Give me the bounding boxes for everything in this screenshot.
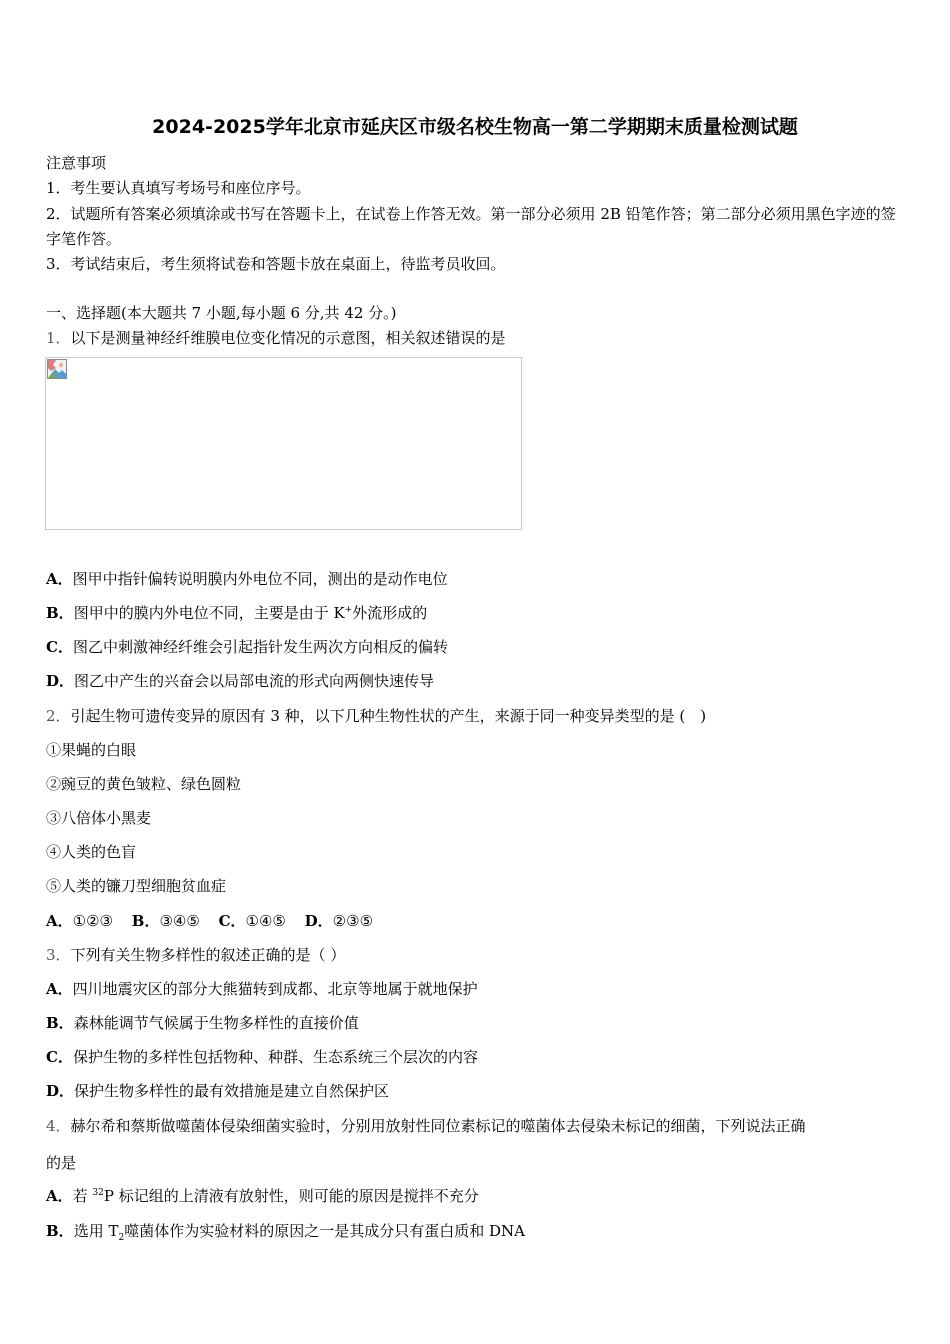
question-2: [46, 705, 706, 726]
option-b[interactable]: B．森林能调节气候属于生物多样性的直接价值: [46, 1014, 359, 1032]
list-item: ②豌豆的黄色皱粒、绿色圆粒: [46, 775, 242, 793]
notice-item: 2．试题所有答案必须填涂或书写在答题卡上，在试卷上作答无效。第一部分必须用 2B 铅笔作答；第二部分必须用黑色字迹的签字笔作答。: [46, 205, 896, 248]
question-number: 4．: [46, 1117, 71, 1135]
list-item: ③八倍体小黑麦: [46, 809, 152, 827]
question-stem: 赫尔希和蔡斯做噬菌体侵染细菌实验时，分别用放射性同位素标记的噬菌体去侵染未标记的细菌，下列说法正确: [70, 1117, 806, 1135]
broken-image-icon: [47, 359, 67, 379]
question-stem: 下列有关生物多样性的叙述正确的是（ ）: [70, 946, 346, 964]
option-a[interactable]: A．若 $^{32}$P 标记组的上清液有放射性，则可能的原因是搅拌不充分: [46, 1187, 479, 1205]
question-stem: 以下是测量神经纤维膜电位变化情况的示意图，相关叙述错误的是: [70, 329, 506, 347]
question-stem: 引起生物可遗传变异的原因有 3 种，以下几种生物性状的产生，来源于同一种变异类型的是 ( ): [70, 707, 707, 725]
section-heading: 一、选择题(本大题共 7 小题,每小题 6 分,共 42 分。): [46, 304, 397, 322]
option-a[interactable]: A．①②③: [46, 912, 113, 930]
figure-placeholder: [45, 357, 522, 530]
option-b[interactable]: B．图甲中的膜内外电位不同，主要是由于 K+外流形成的: [46, 604, 428, 622]
option-a[interactable]: A．四川地震灾区的部分大熊猫转到成都、北京等地属于就地保护: [46, 980, 478, 998]
option-c[interactable]: C．图乙中刺激神经纤维会引起指针发生两次方向相反的偏转: [46, 638, 448, 656]
option-c[interactable]: C．保护生物的多样性包括物种、种群、生态系统三个层次的内容: [46, 1048, 478, 1066]
notice-heading: 注意事项: [46, 154, 107, 172]
question-number: 3．: [46, 946, 71, 964]
notice-item: 1．考生要认真填写考场号和座位序号。: [46, 179, 311, 197]
question-number: 1．: [46, 329, 71, 347]
option-b[interactable]: B．③④⑤: [131, 912, 200, 930]
option-row: [46, 910, 373, 931]
option-b[interactable]: B．选用 $T_2$噬菌体作为实验材料的原因之一是其成分只有蛋白质和 DNA: [46, 1222, 525, 1243]
page-title: 2024-2025学年北京市延庆区市级名校生物高一第二学期期末质量检测试题: [152, 116, 798, 138]
list-item: ⑤人类的镰刀型细胞贫血症: [46, 877, 227, 895]
question-4: [46, 1115, 806, 1136]
option-c[interactable]: C．①④⑤: [218, 912, 286, 930]
question-1: [46, 327, 506, 348]
option-d[interactable]: D．保护生物多样性的最有效措施是建立自然保护区: [46, 1082, 390, 1100]
option-d[interactable]: D．图乙中产生的兴奋会以局部电流的形式向两侧快速传导: [46, 672, 435, 690]
option-d[interactable]: D．②③⑤: [304, 912, 374, 930]
notice-item: 3．考试结束后，考生须将试卷和答题卡放在桌面上，待监考员收回。: [46, 255, 506, 273]
list-item: ①果蝇的白眼: [46, 741, 137, 759]
list-item: ④人类的色盲: [46, 843, 137, 861]
option-a[interactable]: A．图甲中指针偏转说明膜内外电位不同，测出的是动作电位: [46, 570, 448, 588]
question-stem-continued: 的是: [46, 1154, 77, 1172]
question-number: 2．: [46, 707, 71, 725]
question-3: [46, 944, 345, 965]
